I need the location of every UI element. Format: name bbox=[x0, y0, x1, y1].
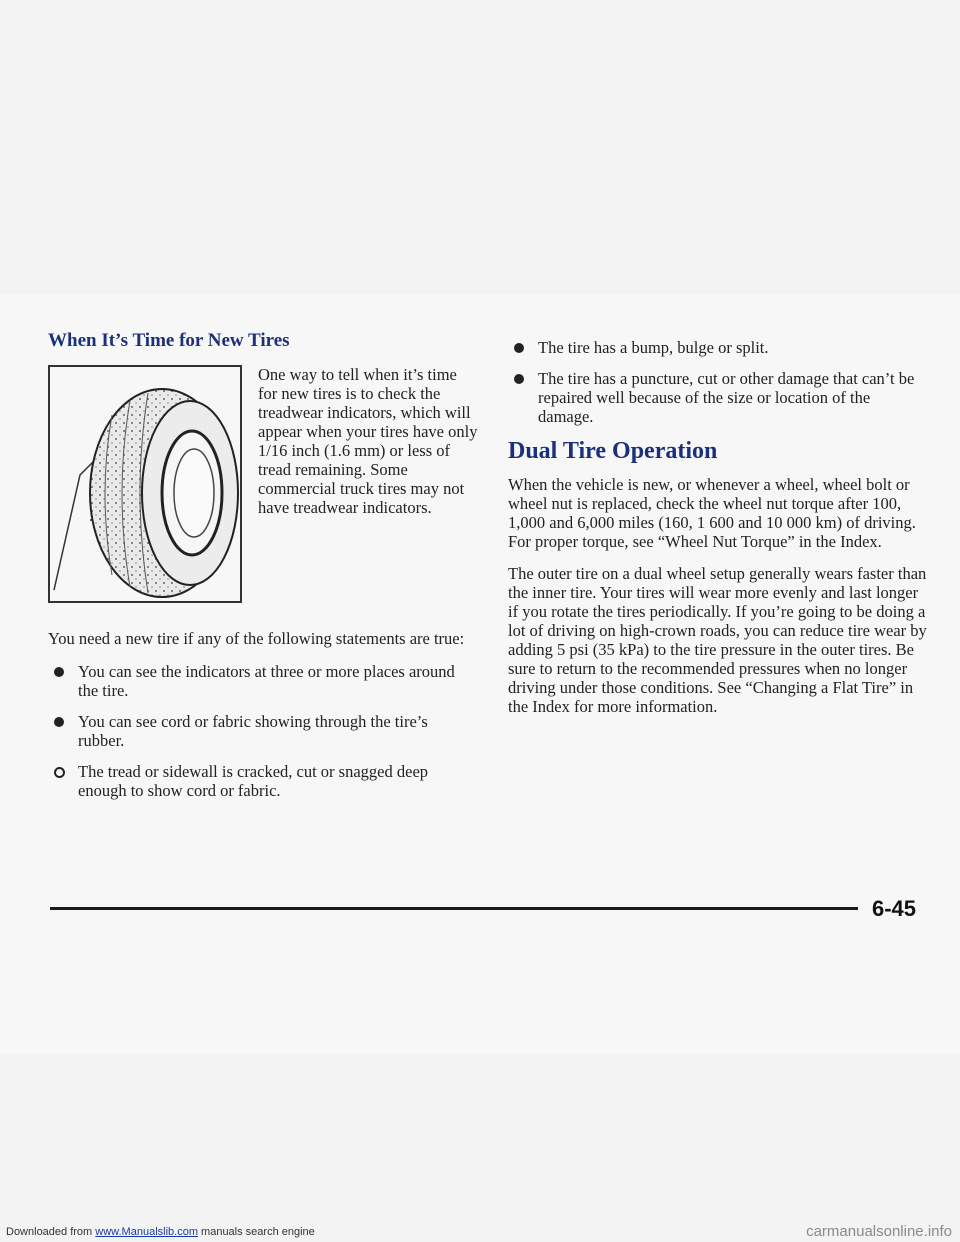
page-number: 6-45 bbox=[872, 896, 917, 921]
bullet-icon bbox=[54, 717, 64, 727]
footer-rule bbox=[50, 907, 858, 910]
dual-tire-paragraph-1: When the vehicle is new, or whenever a wheel, wheel bolt or wheel nut is replaced, check the wheel nut torque after 100, 1,000 and 6,000 miles (160, 1 600 and 10 000 km) of driving. For proper torque, see “Wheel Nut Torque” in the Index. bbox=[508, 475, 916, 551]
dual-tire-paragraph-2: The outer tire on a dual wheel setup generally wears faster than the inner tire. Your tires will wear more evenly and last longer if you rotate the tires periodically. If you’re going to be doing a lot of driving on high-crown roads, you can reduce tire wear by adding 5 psi (35 kPa) to the tire pressure in the outer tires. Be sure to return to the recommended pressures when no longer driving under those conditions. See “Changing a Flat Tire” in the Index for more information. bbox=[508, 564, 927, 716]
tire-illustration-frame bbox=[48, 365, 242, 603]
list-item: The tire has a puncture, cut or other damage that can’t be repaired well because of the size or location of the damage. bbox=[508, 369, 928, 426]
left-column bbox=[48, 330, 478, 812]
treadwear-paragraph: One way to tell when it’s time for new tires is to check the treadwear indicators, which will appear when your tires have only 1/16 inch (1.6 mm) or less of tread remaining. Some commercial truck tires may not have treadwear indicators. bbox=[258, 365, 478, 517]
list-item: The tire has a bump, bulge or split. bbox=[508, 338, 928, 357]
tire-tread-icon bbox=[50, 365, 244, 603]
tire-damage-list bbox=[508, 338, 928, 426]
bullet-icon bbox=[514, 343, 524, 353]
new-tire-intro: You need a new tire if any of the following statements are true: bbox=[48, 629, 465, 648]
list-item: The tread or sidewall is cracked, cut or snagged deep enough to show cord or fabric. bbox=[48, 762, 468, 800]
heading-new-tires: When It’s Time for New Tires bbox=[48, 330, 290, 351]
bullet-icon bbox=[54, 767, 65, 778]
tire-description bbox=[258, 365, 478, 517]
heading-dual-tire: Dual Tire Operation bbox=[508, 438, 718, 464]
right-column bbox=[508, 338, 928, 716]
watermark-text: carmanualsonline.info bbox=[806, 1223, 952, 1240]
list-item: You can see the indicators at three or more places around the tire. bbox=[48, 662, 468, 700]
list-item: You can see cord or fabric showing through the tire’s rubber. bbox=[48, 712, 468, 750]
tire-figure-block bbox=[48, 365, 478, 609]
download-credit: Downloaded from www.Manualslib.com manuals search engine bbox=[6, 1226, 315, 1238]
manualslib-link[interactable]: www.Manualslib.com bbox=[95, 1226, 198, 1238]
new-tire-conditions-list bbox=[48, 662, 468, 800]
bullet-icon bbox=[514, 374, 524, 384]
bullet-icon bbox=[54, 667, 64, 677]
